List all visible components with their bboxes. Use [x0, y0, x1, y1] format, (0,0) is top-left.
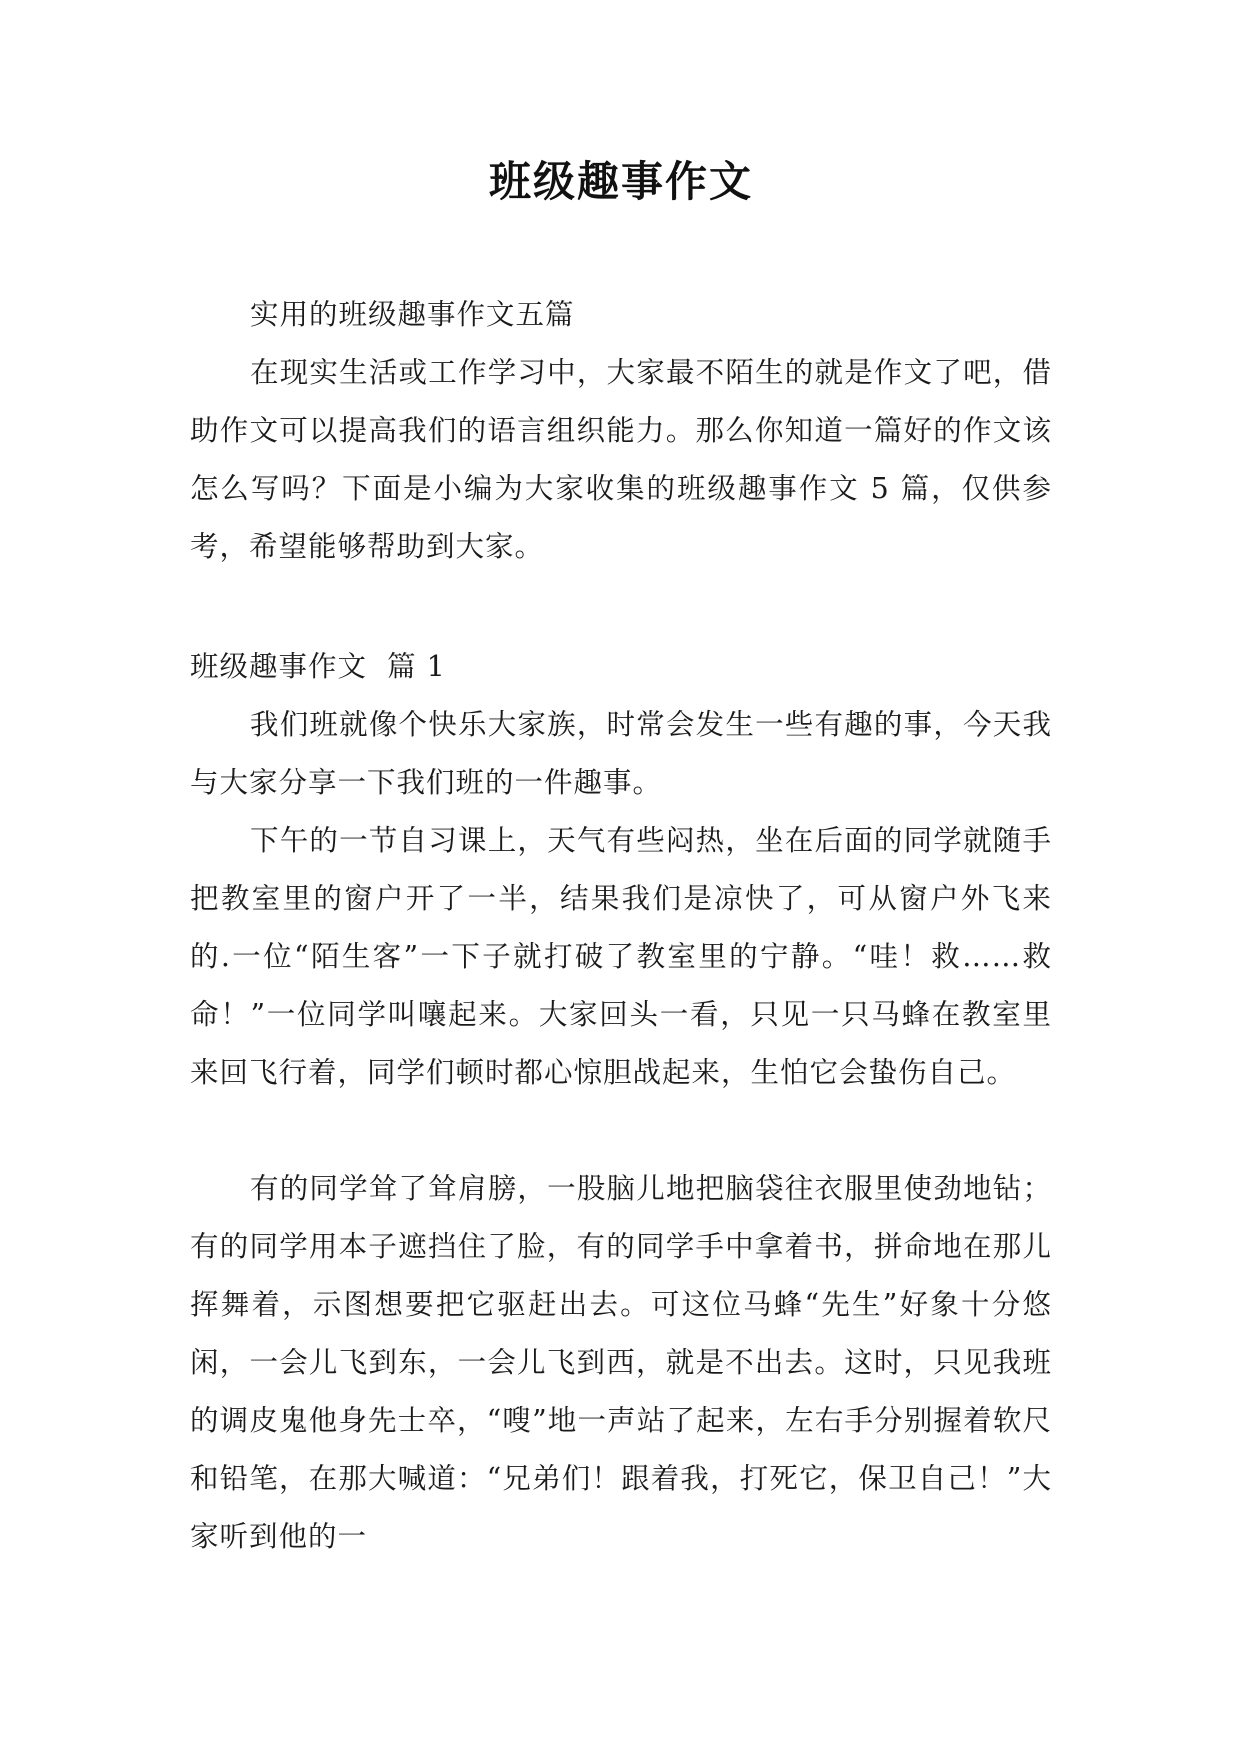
document-subtitle: 实用的班级趣事作文五篇: [250, 298, 575, 331]
section-heading: 班级趣事作文 篇 1: [190, 650, 446, 683]
body-paragraph-3: 有的同学耸了耸肩膀，一股脑儿地把脑袋往衣服里使劲地钻；有的同学用本子遮挡住了脸，有的同学手中拿着书，拼命地在那儿挥舞着，示图想要把它驱赶出去。可这位马蜂“先生”好象十分悠闲，一会儿飞到东，一会儿飞到西，就是不出去。这时，只见我班的调皮鬼他身先士卒，“嗖”地一声站了起来，左右手分别握着软尺和铅笔，在那大喊道：“兄弟们！跟着我，打死它，保卫自己！”大家听到他的一: [190, 1172, 1052, 1553]
body-paragraph-2: 下午的一节自习课上，天气有些闷热，坐在后面的同学就随手把教室里的窗户开了一半，结果我们是凉快了，可从窗户外飞来的.一位“陌生客”一下子就打破了教室里的宁静。“哇！救……救命！”一位同学叫嚷起来。大家回头一看，只见一只马蜂在教室里来回飞行着，同学们顿时都心惊胆战起来，生怕它会蛰伤自己。: [190, 824, 1052, 1089]
body-paragraph-1: 我们班就像个快乐大家族，时常会发生一些有趣的事，今天我与大家分享一下我们班的一件趣事。: [190, 708, 1052, 799]
intro-paragraph: 在现实生活或工作学习中，大家最不陌生的就是作文了吧，借助作文可以提高我们的语言组织能力。那么你知道一篇好的作文该怎么写吗？下面是小编为大家收集的班级趣事作文 5 篇，仅供参考，希望能够帮助到大家。: [190, 356, 1052, 563]
document-title: 班级趣事作文: [488, 157, 753, 206]
